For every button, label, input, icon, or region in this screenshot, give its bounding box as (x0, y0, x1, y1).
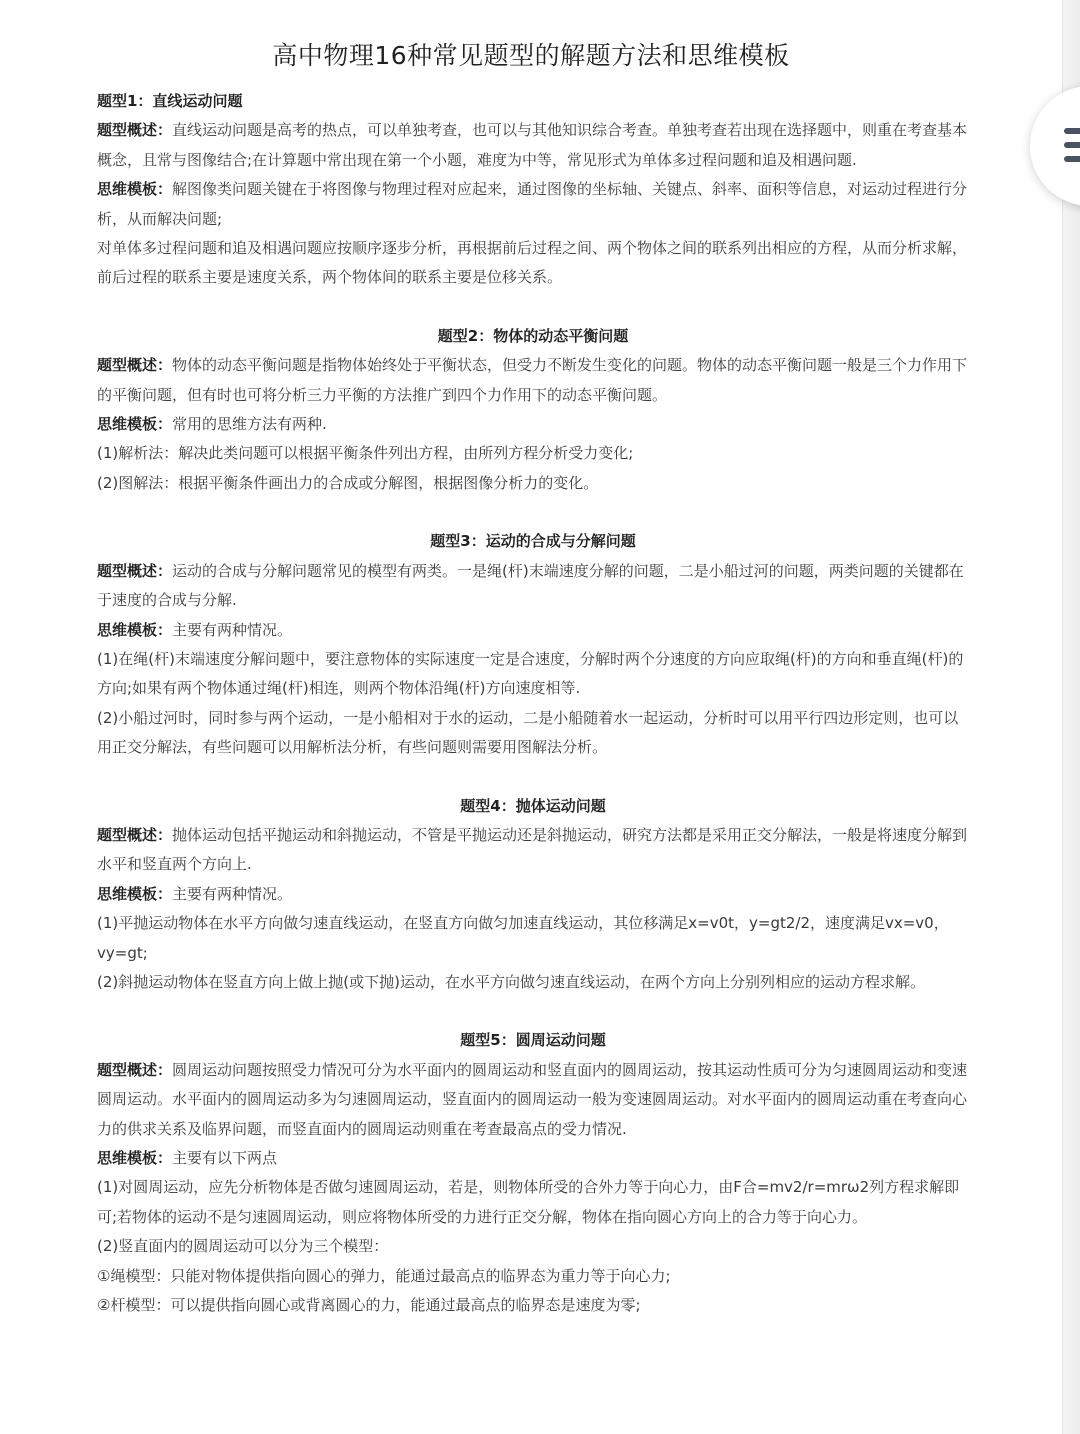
detail-paragraph: (2)斜抛运动物体在竖直方向上做上抛(或下抛)运动，在水平方向做匀速直线运动，在两个方向上分别列相应的运动方程求解。 (97, 972, 925, 991)
page-edge-gutter (1062, 0, 1080, 1434)
overview-paragraph (97, 821, 969, 880)
menu-icon-bar (1064, 156, 1080, 162)
overview-label: 题型概述： (97, 121, 173, 140)
detail-paragraph: (1)解析法：解决此类问题可以根据平衡条件列出方程，由所列方程分析受力变化; (97, 444, 634, 463)
template-label: 思维模板： (97, 415, 173, 434)
template-paragraph (97, 175, 969, 234)
overview-label: 题型概述： (97, 1060, 173, 1079)
template-text: 主要有两种情况。 (172, 884, 293, 903)
overview-label: 题型概述： (97, 561, 173, 580)
detail-paragraph: (1)对圆周运动，应先分析物体是否做匀速圆周运动，若是，则物体所受的合外力等于向心力，由F合=mv2/r=mrω2列方程求解即可;若物体的运动不是匀速圆周运动，则应将物体所受的力进行正交分解，物体在指向圆心方向上的合力等于向心力。 (97, 1178, 960, 1226)
template-paragraph (97, 616, 969, 645)
overview-text: 物体的动态平衡问题是指物体始终处于平衡状态，但受力不断发生变化的问题。物体的动态平衡问题一般是三个力作用下的平衡问题，但有时也可将分析三力平衡的方法推广到四个力作用下的动态平衡问题。 (97, 356, 968, 404)
menu-icon (1064, 128, 1080, 134)
template-label: 思维模板： (97, 180, 173, 199)
section-heading: 题型5：圆周运动问题 (460, 1031, 606, 1050)
template-paragraph (97, 1144, 969, 1173)
template-text: 解图像类问题关键在于将图像与物理过程对应起来，通过图像的坐标轴、关键点、斜率、面积等信息，对运动过程进行分析，从而解决问题; (97, 180, 968, 228)
menu-icon-bar (1064, 142, 1080, 148)
section-heading: 题型2：物体的动态平衡问题 (437, 326, 629, 345)
section-heading: 题型4：抛体运动问题 (460, 796, 606, 815)
template-text: 主要有两种情况。 (172, 620, 293, 639)
overview-label: 题型概述： (97, 356, 173, 375)
section-heading: 题型1：直线运动问题 (97, 92, 243, 110)
overview-text: 抛体运动包括平抛运动和斜抛运动，不管是平抛运动还是斜抛运动，研究方法都是采用正交分解法，一般是将速度分解到水平和竖直两个方向上. (97, 825, 968, 874)
detail-paragraph: (1)平抛运动物体在水平方向做匀速直线运动，在竖直方向做匀加速直线运动，其位移满足x=v0t，y=gt2/2，速度满足vx=v0，vy=gt; (97, 914, 949, 962)
detail-paragraph: ②杆模型：可以提供指向圆心或背离圆心的力，能通过最高点的临界态是速度为零; (97, 1296, 641, 1315)
detail-paragraph: ①绳模型：只能对物体提供指向圆心的弹力，能通过最高点的临界态为重力等于向心力; (97, 1266, 671, 1285)
template-label: 思维模板： (97, 884, 173, 903)
template-text: 常用的思维方法有两种. (172, 415, 327, 434)
overview-paragraph (97, 1056, 969, 1144)
section-heading: 题型3：运动的合成与分解问题 (430, 532, 636, 551)
detail-paragraph: 对单体多过程问题和追及相遇问题应按顺序逐步分析，再根据前后过程之间、两个物体之间的联系列出相应的方程，从而分析求解，前后过程的联系主要是速度关系，两个物体间的联系主要是位移关系。 (97, 239, 968, 287)
detail-paragraph: (2)小船过河时，同时参与两个运动，一是小船相对于水的运动，二是小船随着水一起运动，分析时可以用平行四边形定则，也可以用正交分解法，有些问题可以用解析法分析，有些问题则需要用图解法分析。 (97, 708, 959, 757)
template-label: 思维模板： (97, 1149, 173, 1167)
detail-paragraph: (2)图解法：根据平衡条件画出力的合成或分解图，根据图像分析力的变化。 (97, 473, 599, 492)
overview-text: 圆周运动问题按照受力情况可分为水平面内的圆周运动和竖直面内的圆周运动，按其运动性质可分为匀速圆周运动和变速圆周运动。水平面内的圆周运动多为匀速圆周运动，竖直面内的圆周运动一般为变速圆周运动。对水平面内的圆周运动重在考查向心力的供求关系及临界问题，而竖直面内的圆周运动则重在考查最高点的受力情况. (97, 1060, 968, 1138)
template-paragraph (97, 880, 969, 909)
overview-text: 直线运动问题是高考的热点，可以单独考查，也可以与其他知识综合考查。单独考查若出现在选择题中，则重在考查基本概念，且常与图像结合;在计算题中常出现在第一个小题，难度为中等，常见形式为单体多过程问题和追及相遇问题. (97, 121, 968, 169)
overview-paragraph (97, 351, 969, 410)
template-text: 主要有以下两点 (172, 1149, 278, 1167)
overview-text: 运动的合成与分解问题常见的模型有两类。一是绳(杆)末端速度分解的问题，二是小船过河的问题，两类问题的关键都在于速度的合成与分解. (97, 561, 964, 610)
page-title: 高中物理16种常见题型的解题方法和思维模板 (272, 41, 790, 70)
detail-paragraph: (2)竖直面内的圆周运动可以分为三个模型： (97, 1237, 389, 1256)
detail-paragraph: (1)在绳(杆)末端速度分解问题中，要注意物体的实际速度一定是合速度，分解时两个分速度的方向应取绳(杆)的方向和垂直绳(杆)的方向;如果有两个物体通过绳(杆)相连，则两个物体沿绳(杆)方向速度相等. (97, 649, 964, 698)
overview-label: 题型概述： (97, 825, 173, 844)
overview-paragraph (97, 557, 969, 616)
template-paragraph (97, 410, 969, 439)
overview-paragraph (97, 116, 969, 175)
document-body (97, 87, 969, 1320)
template-label: 思维模板： (97, 620, 173, 639)
